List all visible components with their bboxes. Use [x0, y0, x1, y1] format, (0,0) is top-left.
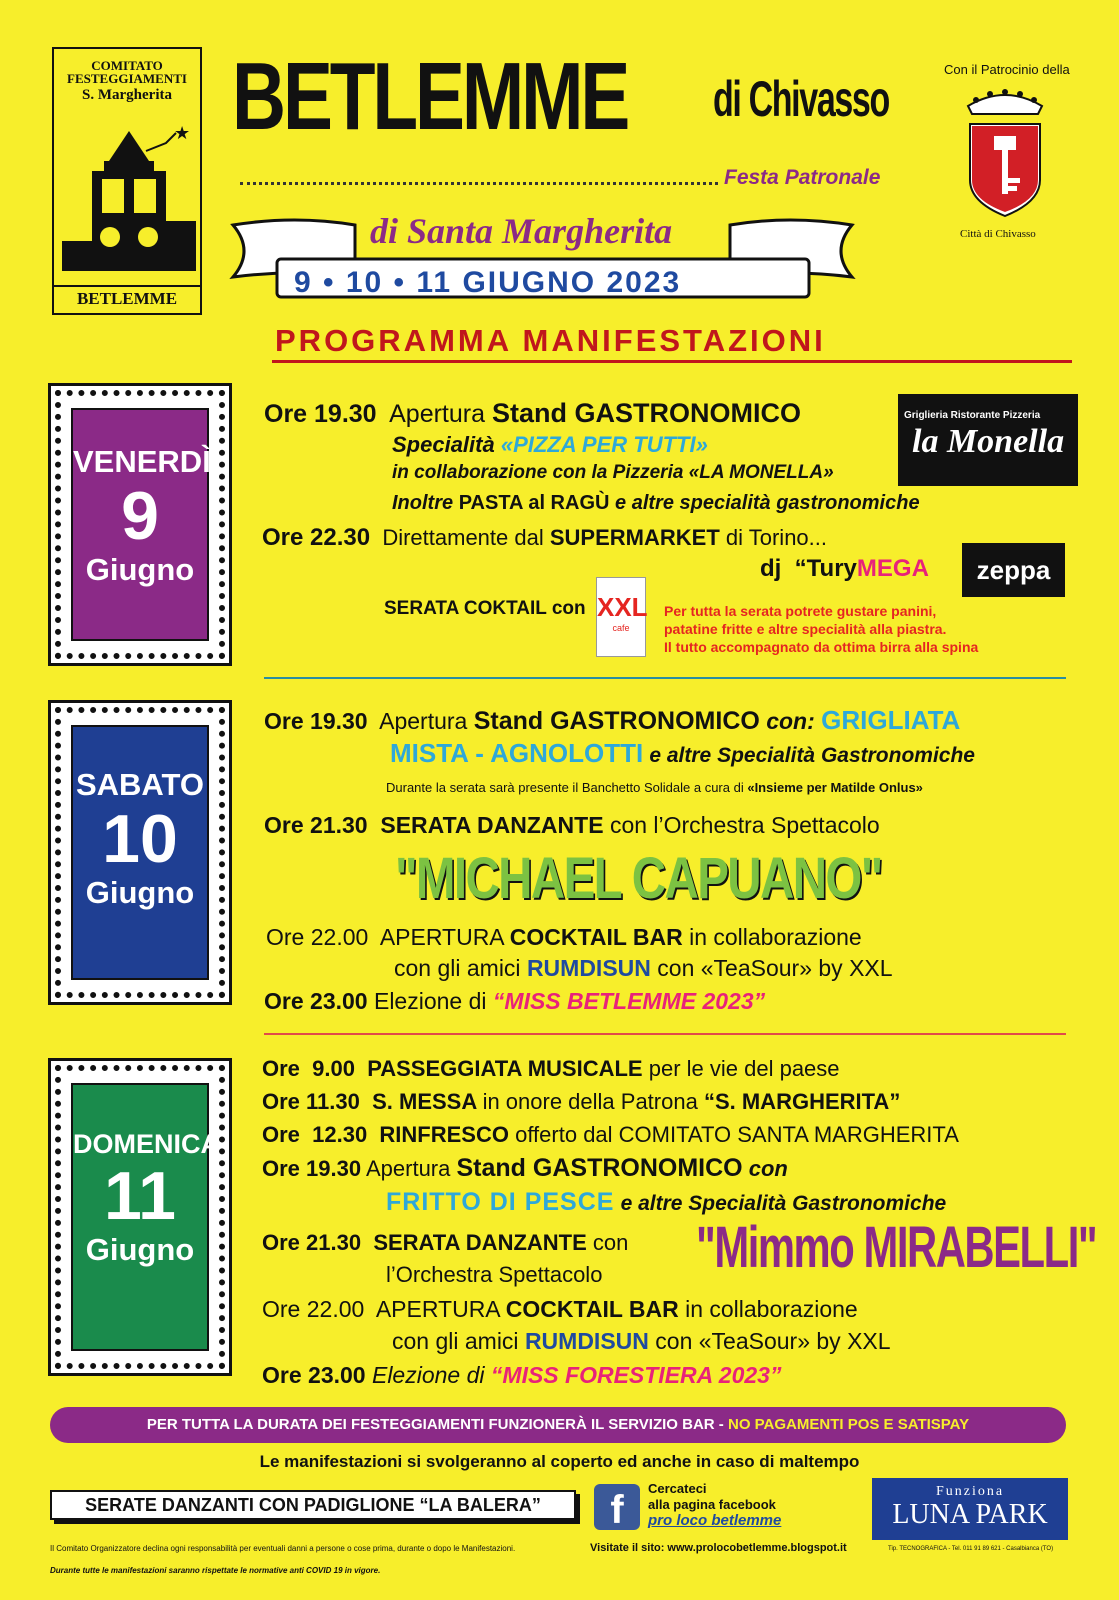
text: «Insieme per Matilde Onlus»	[747, 780, 923, 795]
text: APERTURA	[375, 1296, 500, 1322]
xxl-logo	[596, 577, 646, 657]
text: PER TUTTA LA DURATA DEI FESTEGGIAMENTI FUNZIONERÀ IL SERVIZIO BAR -	[146, 1416, 724, 1433]
day-name: VENERDÌ	[73, 444, 211, 479]
text: la Monella	[912, 423, 1065, 460]
sun-line-5	[386, 1188, 946, 1217]
sun-line-10	[262, 1362, 781, 1389]
text: Inoltre	[392, 492, 454, 514]
sat-line-4	[264, 812, 880, 839]
text: SUPERMARKET	[549, 525, 720, 550]
day-month: Giugno	[85, 875, 195, 910]
text: “S. MARGHERITA”	[703, 1089, 901, 1114]
text: Direttamente dal	[382, 525, 544, 550]
text: Apertura	[365, 1156, 451, 1181]
time: Ore 9.00	[262, 1056, 355, 1081]
sun-line-2	[262, 1089, 900, 1115]
text: APERTURA	[379, 924, 504, 950]
text: con «TeaSour» by XXL	[655, 1328, 891, 1354]
dotted-divider	[240, 182, 718, 185]
event-subtitle: di Chivasso	[713, 71, 889, 127]
text: cafe	[612, 623, 630, 633]
covered-notice: Le manifestazioni si svolgeranno al coperto ed anche in caso di maltempo	[259, 1452, 860, 1471]
disclaimer: Il Comitato Organizzatore declina ogni responsabilità per eventuali danni a persone o cose prima, durante o dopo le Manifestazioni.	[50, 1544, 516, 1553]
text: dj	[760, 555, 782, 582]
text: Elezione di	[371, 1362, 485, 1388]
text: e altre specialità gastronomiche	[615, 492, 920, 514]
time: Ore 23.00	[264, 988, 368, 1014]
time: Ore 12.30	[262, 1122, 368, 1147]
text: MISTA - AGNOLOTTI	[390, 738, 644, 768]
text: S. MESSA	[372, 1089, 477, 1114]
text: FRITTO DI PESCE	[386, 1188, 615, 1216]
fri-coktail: SERATA COKTAIL con	[384, 598, 586, 619]
day-name: DOMENICA	[73, 1129, 220, 1159]
sun-line-4	[262, 1154, 788, 1183]
text: e altre Specialità Gastronomiche	[649, 744, 975, 767]
facebook-link[interactable]: pro loco betlemme	[648, 1512, 782, 1529]
text: Griglieria Ristorante Pizzeria	[904, 410, 1041, 421]
logo-line3: S. Margherita	[82, 87, 172, 103]
printer-credit: Tip. TECNOGRAFICA - Tel. 011 91 89 621 - Casalbianca (TO)	[888, 1546, 1054, 1552]
day-panel	[71, 1083, 220, 1351]
sat-line-7	[264, 988, 765, 1015]
sun-line-6	[262, 1230, 628, 1256]
bell-tower-icon	[54, 121, 200, 281]
svg-text:★: ★	[174, 123, 191, 144]
city-label: Città di Chivasso	[960, 228, 1036, 240]
day-name: SABATO	[75, 767, 205, 802]
text: e altre Specialità Gastronomiche	[620, 1192, 947, 1215]
day-box-sunday	[48, 1058, 232, 1376]
text: Durante la serata sarà presente il Banchetto Solidale a cura di	[386, 780, 744, 795]
text: Il tutto accompagnato da ottima birra alla spina	[664, 639, 979, 655]
text: “Tury	[794, 555, 857, 582]
patronage-label: Con il Patrocinio della	[944, 62, 1070, 77]
text: Cercateci	[648, 1481, 707, 1496]
logo-line2: FESTEGGIAMENTI	[67, 71, 187, 86]
day-month: Giugno	[85, 1232, 195, 1267]
text: SERATA DANZANTE	[380, 812, 604, 838]
text: con	[748, 1156, 788, 1181]
festa-patronale: Festa Patronale	[724, 166, 881, 189]
logo-line1: COMITATO	[91, 58, 163, 73]
text: GRIGLIATA	[821, 705, 961, 735]
sat-line-5	[266, 924, 862, 951]
text: «PIZZA PER TUTTI»	[500, 432, 708, 457]
text: Elezione di	[373, 988, 487, 1014]
time: Ore 22.30	[262, 524, 371, 551]
text: per le vie del paese	[648, 1056, 840, 1081]
time: Ore 22.00	[266, 924, 369, 950]
day-number: 9	[121, 478, 159, 554]
day-number: 10	[102, 801, 178, 877]
text: alla pagina facebook	[648, 1497, 776, 1512]
text: in collaborazione	[689, 924, 862, 950]
text: con «TeaSour» by XXL	[657, 955, 893, 981]
day-number: 11	[104, 1158, 176, 1234]
santa-margherita: di Santa Margherita	[370, 211, 673, 251]
text: Stand GASTRONOMICO	[491, 398, 801, 428]
sun-artist: "Mimmo MIRABELLI"	[696, 1215, 1097, 1280]
luna-park-box	[872, 1478, 1068, 1540]
fri-line-1	[264, 398, 801, 429]
facebook-text	[648, 1481, 781, 1529]
text: con l’Orchestra Spettacolo	[609, 812, 880, 838]
time: Ore 21.30	[262, 1230, 362, 1255]
day-box-friday	[48, 383, 232, 666]
text: Per tutta la serata potrete gustare panini,	[664, 603, 937, 619]
text: Specialità	[392, 432, 495, 457]
time: Ore 11.30	[262, 1089, 360, 1114]
fri-line-4	[392, 492, 920, 515]
text: in collaborazione	[685, 1296, 858, 1322]
text: SERATA DANZANTE	[373, 1230, 587, 1255]
day-box-saturday	[48, 700, 232, 1005]
fri-line-2	[392, 432, 708, 458]
bar-service-banner	[50, 1407, 1066, 1443]
sat-line-3	[386, 780, 923, 795]
text: NO PAGAMENTI POS E SATISPAY	[727, 1416, 970, 1433]
fri-line-3: in collaborazione con la Pizzeria «LA MONELLA»	[392, 462, 834, 483]
la-monella-logo	[898, 394, 1078, 486]
logo-bottom: BETLEMME	[54, 285, 200, 309]
text: LUNA PARK	[892, 1499, 1048, 1530]
text: Apertura	[379, 708, 468, 734]
day-month: Giugno	[85, 552, 195, 587]
text: PASSEGGIATA MUSICALE	[367, 1056, 643, 1081]
text: patatine fritte e altre specialità alla piastra.	[664, 621, 947, 637]
city-crest-icon	[962, 84, 1048, 220]
text: RINFRESCO	[379, 1122, 509, 1147]
text: offerto dal COMITATO SANTA MARGHERITA	[515, 1122, 959, 1147]
text: Apertura	[389, 400, 485, 428]
fri-note	[664, 602, 978, 656]
time: Ore 21.30	[264, 812, 368, 838]
sun-line-9	[392, 1328, 891, 1355]
text: di Torino...	[725, 525, 828, 550]
text: XXL	[597, 592, 648, 622]
sun-line-3	[262, 1122, 959, 1148]
text: “MISS BETLEMME 2023”	[492, 988, 766, 1014]
text: Stand GASTRONOMICO	[456, 1154, 743, 1182]
time: Ore 19.30	[264, 400, 377, 428]
text: con gli amici	[394, 955, 521, 981]
text: con:	[766, 708, 815, 734]
time: Ore 19.30	[262, 1156, 362, 1181]
program-heading: PROGRAMMA MANIFESTAZIONI	[275, 323, 826, 358]
sun-line-8	[262, 1296, 858, 1323]
covid-notice: Durante tutte le manifestazioni saranno rispettate le normative anti COVID 19 in vigore.	[50, 1566, 381, 1575]
text: COCKTAIL BAR	[505, 1296, 679, 1322]
event-dates: 9 • 10 • 11 GIUGNO 2023	[294, 266, 682, 299]
sat-line-2	[390, 738, 975, 769]
fri-line-5	[262, 524, 827, 552]
text: MEGA	[856, 555, 929, 582]
text: con gli amici	[392, 1328, 519, 1354]
time: Ore 23.00	[262, 1362, 366, 1388]
balera-box: SERATE DANZANTI CON PADIGLIONE “LA BALERA”	[50, 1490, 576, 1520]
sun-line-7: l’Orchestra Spettacolo	[386, 1262, 603, 1287]
text: con	[592, 1230, 629, 1255]
text: Stand GASTRONOMICO	[473, 707, 760, 735]
website-link[interactable]: Visitate il sito: www.prolocobetlemme.blogspot.it	[590, 1542, 847, 1554]
separator	[264, 677, 1066, 679]
day-panel	[71, 408, 209, 641]
sat-line-1	[264, 705, 960, 736]
fri-dj-line	[760, 555, 929, 583]
text: RUMDISUN	[524, 1328, 649, 1354]
event-title: BETLEMME	[232, 43, 628, 150]
time: Ore 19.30	[264, 708, 368, 734]
text: Funziona	[935, 1484, 1005, 1499]
facebook-icon: f	[594, 1484, 640, 1530]
program-underline	[272, 360, 1072, 363]
text: PASTA al RAGÙ	[458, 492, 610, 514]
separator	[264, 1033, 1066, 1035]
sat-line-6	[394, 955, 893, 982]
text: in onore della Patrona	[482, 1089, 698, 1114]
text: “MISS FORESTIERA 2023”	[490, 1362, 782, 1388]
sat-artist: "MICHAEL CAPUANO"	[395, 846, 882, 911]
committee-logo	[52, 47, 202, 315]
sun-line-1	[262, 1056, 840, 1082]
day-panel	[71, 725, 209, 980]
text: RUMDISUN	[526, 955, 651, 981]
text: COCKTAIL BAR	[509, 924, 683, 950]
zeppa-logo: zeppa	[962, 543, 1065, 597]
time: Ore 22.00	[262, 1296, 365, 1322]
